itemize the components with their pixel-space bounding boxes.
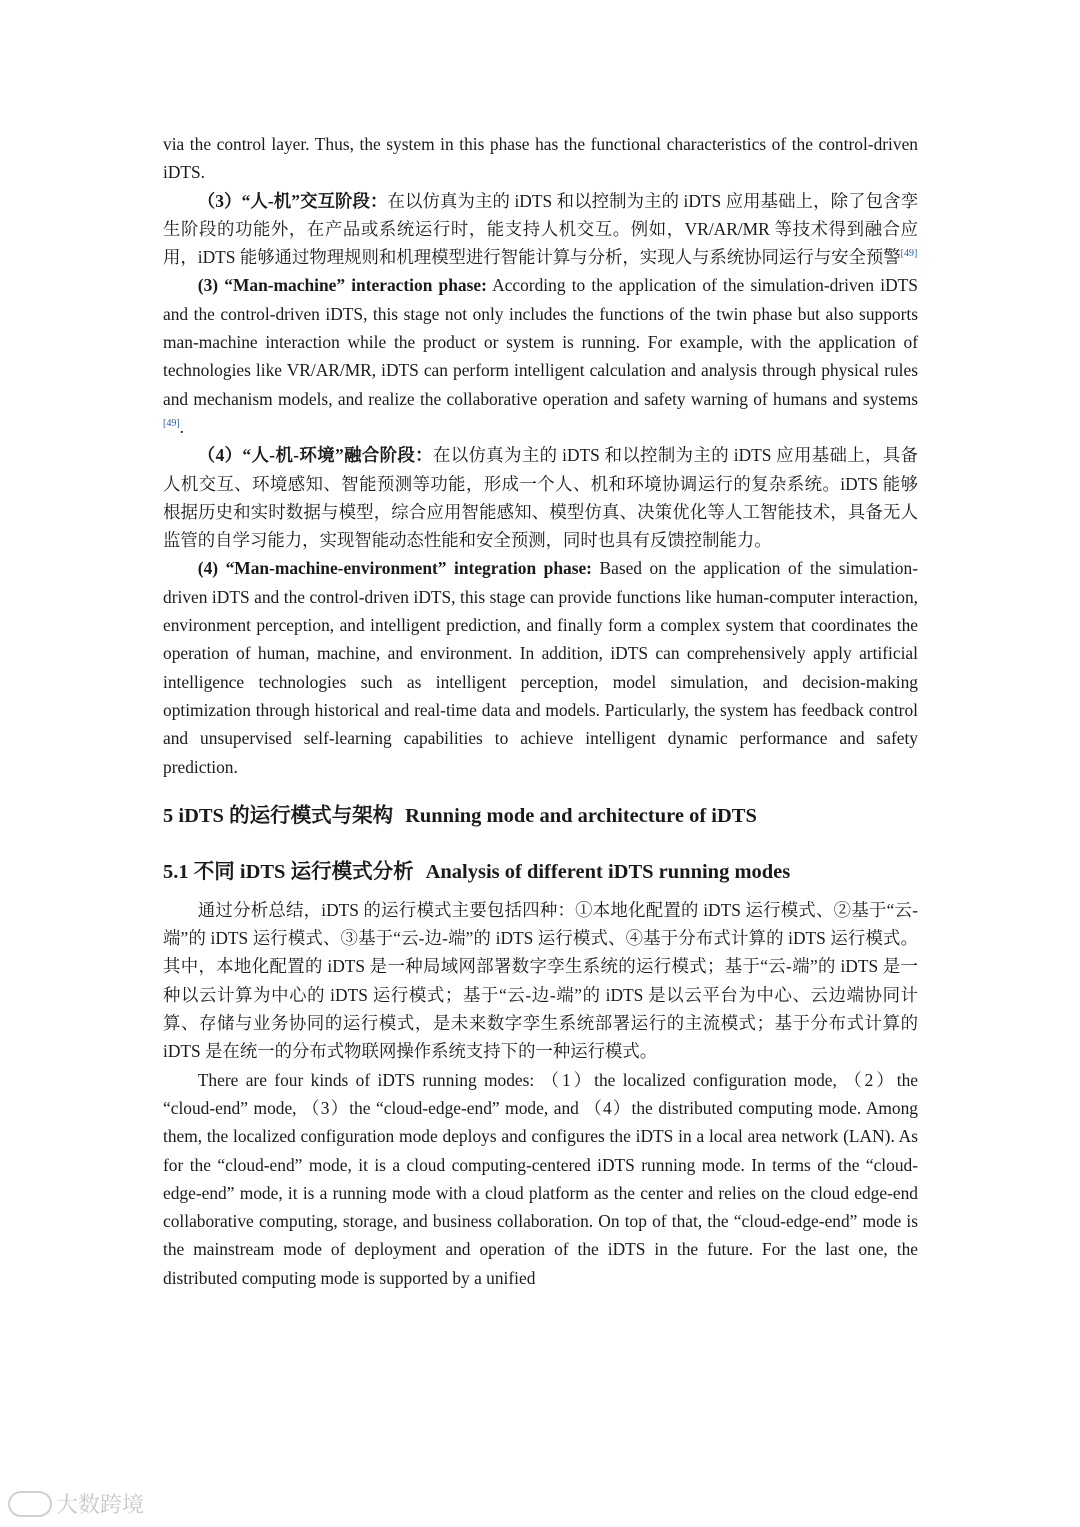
paragraph (163, 441, 918, 554)
paragraph (163, 187, 918, 272)
paragraph-heading: (3) “Man-machine” interaction phase: (197, 275, 487, 296)
watermark (8, 1488, 144, 1519)
paragraph (163, 130, 918, 187)
paragraph-heading: （4）“人-机-环境”融合阶段： (197, 445, 433, 466)
section-heading-en: Running mode and architecture of iDTS (405, 804, 757, 827)
subsection-heading-cn: 5.1 不同 iDTS 运行模式分析 (163, 860, 414, 883)
subsection-heading (163, 858, 918, 886)
paragraph (163, 554, 918, 780)
paragraph (163, 271, 918, 441)
paragraph-text: 通过分析总结，iDTS 的运行模式主要包括四种：①本地化配置的 iDTS 运行模式、②基于“云-端”的 iDTS 运行模式、③基于“云-边-端”的 iDTS 运行模式、④基于分布式计算的 iDTS 运行模式。其中，本地化配置的 iDTS 是一种局域网部署数字孪生系统的运行模式；基于“云-端”的 iDTS 是一种以云计算为中心的 iDTS 运行模式；基于“云-边-端”的 iDTS 是以云平台为中心、云边端协同计算、存储与业务协同的运行模式，是未来数字孪生系统部署运行的主流模式；基于分布式计算的 iDTS 是在统一的分布式物联网操作系统支持下的一种运行模式。 (163, 899, 918, 1062)
page-content (163, 130, 918, 1292)
paragraph-text: via the control layer. Thus, the system in this phase has the functional characteristics of the control-driven iDTS. (163, 134, 918, 183)
paragraph-heading: (4) “Man-machine-environment” integration phase: (197, 558, 592, 579)
citation-link[interactable]: [49] (163, 417, 180, 429)
paragraph (163, 896, 918, 1066)
citation-link[interactable]: [49] (900, 248, 918, 260)
paragraph-text: There are four kinds of iDTS running modes: （1）the localized configuration mode, （2）the “cloud-end” mode, （3）the “cloud-edge-end” mode, and （4）the distributed computing mode. Among them, the localized configuration mode deploys and configures the iDTS in a local area network (LAN). As for the “cloud-end” mode, it is a cloud computing-centered iDTS running mode. In terms of the “cloud-edge-end” mode, it is a running mode with a cloud platform as the center and relies on the cloud edge-end collaborative computing, storage, and business collaboration. On top of that, the “cloud-edge-end” mode is the mainstream mode of deployment and operation of the iDTS in the future. For the last one, the distributed computing mode is supported by a unified (163, 1069, 918, 1288)
subsection-heading-en: Analysis of different iDTS running modes (425, 860, 791, 883)
watermark-logo-icon (8, 1491, 52, 1517)
paragraph (163, 1066, 918, 1292)
paragraph-tail: . (179, 416, 185, 437)
paragraph-heading: （3）“人-机”交互阶段： (197, 190, 388, 211)
section-heading (163, 802, 918, 830)
watermark-text: 大数跨境 (56, 1493, 145, 1518)
paragraph-text: Based on the application of the simulation-driven iDTS and the control-driven iDTS, this stage can provide functions like human-computer interaction, environment perception, and intelligent prediction, and finally form a complex system that coordinates the operation of human, machine, and environment. In addition, iDTS can comprehensively apply artificial intelligence technologies such as intelligent perception, model simulation, and decision-making optimization through historical and real-time data and models. Particularly, the system has feedback control and unsupervised self-learning capabilities to achieve intelligent dynamic performance and safety prediction. (163, 558, 918, 777)
paragraph-text: According to the application of the simulation-driven iDTS and the control-driven iDTS, this stage not only includes the functions of the twin phase but also supports man-machine interaction while the product or system is running. For example, with the application of technologies like VR/AR/MR, iDTS can perform intelligent calculation and analysis through physical rules and mechanism models, and realize the collaborative operation and safety warning of humans and systems (163, 275, 918, 409)
paragraph-text: 在以仿真为主的 iDTS 和以控制为主的 iDTS 应用基础上，具备人机交互、环境感知、智能预测等功能，形成一个人、机和环境协调运行的复杂系统。iDTS 能够根据历史和实时数据与模型，综合应用智能感知、模型仿真、决策优化等人工智能技术，具备无人监管的自学习能力，实现智能动态性能和安全预测，同时也具有反馈控制能力。 (163, 445, 919, 551)
section-heading-cn: 5 iDTS 的运行模式与架构 (163, 804, 394, 827)
paragraph-text: 在以仿真为主的 iDTS 和以控制为主的 iDTS 应用基础上，除了包含孪生阶段的功能外，在产品或系统运行时，能支持人机交互。例如，VR/AR/MR 等技术得到融合应用，iDTS 能够通过物理规则和机理模型进行智能计算与分析，实现人与系统协同运行与安全预警 (163, 190, 918, 268)
